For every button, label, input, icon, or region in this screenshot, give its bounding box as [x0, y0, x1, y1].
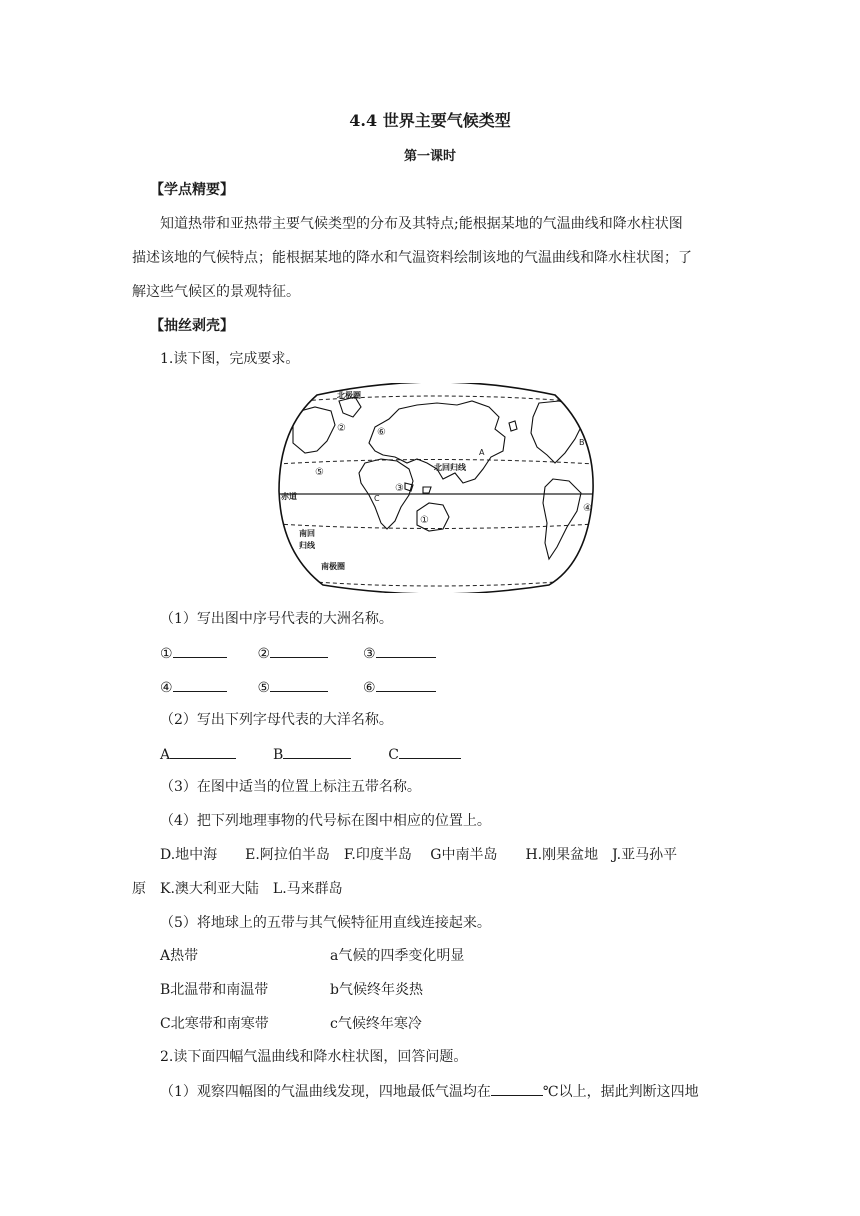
q1-part-1-row-2	[160, 677, 436, 698]
north-america-outline	[531, 401, 583, 463]
q1-part-5-prompt: （5）将地球上的五带与其气候特征用直线连接起来。	[160, 915, 491, 931]
ocean-blank-label-b: B	[273, 747, 284, 763]
ocean-answer-blank-b[interactable]	[283, 744, 351, 759]
answer-blank-1[interactable]	[173, 643, 227, 658]
island-outline	[405, 483, 413, 491]
feature-right-a[interactable]: a气候的四季变化明显	[330, 948, 465, 964]
answer-blank-4[interactable]	[173, 677, 227, 692]
answer-blank-5[interactable]	[270, 677, 328, 692]
blank-label-6: ⑥	[362, 680, 376, 696]
ocean-blank-label-c: C	[388, 747, 399, 763]
q1-part-3-prompt: （3）在图中适当的位置上标注五带名称。	[160, 779, 421, 795]
ocean-label-b: B	[579, 438, 585, 447]
answer-blank-6[interactable]	[376, 677, 436, 692]
island-outline	[423, 487, 431, 493]
ocean-answer-blank-c[interactable]	[399, 744, 461, 759]
q1-part-1-prompt: （1）写出图中序号代表的大洲名称。	[160, 611, 393, 627]
answer-blank-2[interactable]	[270, 643, 328, 658]
q1-part-2-prompt: （2）写出下列字母代表的大洋名称。	[160, 712, 393, 728]
q1-part-2-row	[160, 744, 461, 765]
antarctic-circle-label: 南极圈	[321, 562, 345, 571]
blank-label-4: ④	[160, 680, 173, 696]
q1-part-4-items-line-2: 原 K.澳大利亚大陆 L.马来群岛	[132, 881, 343, 897]
blank-label-5: ⑤	[257, 680, 271, 696]
ocean-answer-blank-a[interactable]	[170, 744, 236, 759]
section-heading-exercises: 【抽丝剥壳】	[150, 318, 234, 334]
q1-part-1-row-1	[160, 643, 436, 664]
continent-outlines	[293, 397, 583, 559]
key-points-line-2: 描述该地的气候特点；能根据某地的降水和气温资料绘制该地的气温曲线和降水柱状图；了	[132, 250, 692, 266]
ocean-blank-label-a: A	[160, 747, 171, 763]
q1-part-4-prompt: （4）把下列地理事物的代号标在图中相应的位置上。	[160, 813, 491, 829]
zone-left-b[interactable]: B北温带和南温带	[160, 982, 269, 998]
world-map	[277, 383, 595, 593]
ocean-label-a: A	[479, 448, 485, 457]
continent-marker-3: ③	[395, 483, 404, 494]
feature-right-b[interactable]: b气候终年炎热	[330, 982, 423, 998]
key-points-line-1: 知道热带和亚热带主要气候类型的分布及其特点;能根据某地的气温曲线和降水柱状图	[160, 216, 683, 232]
continent-marker-4: ④	[583, 503, 592, 514]
q1-part-4-items-line-1: D.地中海 E.阿拉伯半岛 F.印度半岛 G中南半岛 H.刚果盆地 J.亚马孙平	[160, 847, 678, 863]
tropic-of-capricorn-label-1: 南回	[299, 529, 315, 538]
feature-right-c[interactable]: c气候终年寒冷	[330, 1016, 422, 1032]
q2-part-1-text-before: （1）观察四幅图的气温曲线发现，四地最低气温均在	[160, 1084, 491, 1100]
blank-label-2: ②	[257, 646, 271, 662]
answer-blank-3[interactable]	[376, 643, 436, 658]
continent-marker-6: ⑥	[377, 427, 386, 438]
continent-marker-5: ⑤	[315, 467, 324, 478]
question-1-stem: 1.读下图，完成要求。	[160, 351, 300, 367]
tropic-of-capricorn-label-2: 归线	[299, 541, 315, 550]
south-america-outline	[543, 479, 581, 559]
tropic-of-cancer-label: 北回归线	[434, 463, 466, 472]
blank-label-3: ③	[362, 646, 376, 662]
greenland-outline	[339, 397, 361, 417]
zone-left-a[interactable]: A热带	[160, 948, 199, 964]
ocean-label-c: C	[374, 494, 380, 503]
island-outline	[509, 421, 517, 431]
q2-part-1-text-after: ℃以上，据此判断这四地	[542, 1084, 699, 1100]
equator-label: 赤道	[281, 492, 297, 501]
section-heading-key-points: 【学点精要】	[150, 182, 234, 198]
zone-left-c[interactable]: C北寒带和南寒带	[160, 1016, 269, 1032]
continent-marker-2: ②	[337, 423, 346, 434]
question-2-stem: 2.读下面四幅气温曲线和降水柱状图，回答问题。	[160, 1049, 468, 1065]
q2-part-1	[160, 1081, 699, 1102]
key-points-line-3: 解这些气候区的景观特征。	[132, 284, 300, 300]
blank-label-1: ①	[160, 646, 173, 662]
temperature-answer-blank[interactable]	[491, 1081, 543, 1096]
page-subtitle: 第一课时	[403, 149, 456, 164]
page-title: 4.4 世界主要气候类型	[349, 111, 511, 130]
continent-marker-1: ①	[420, 515, 429, 526]
arctic-circle-label: 北极圈	[337, 391, 361, 400]
